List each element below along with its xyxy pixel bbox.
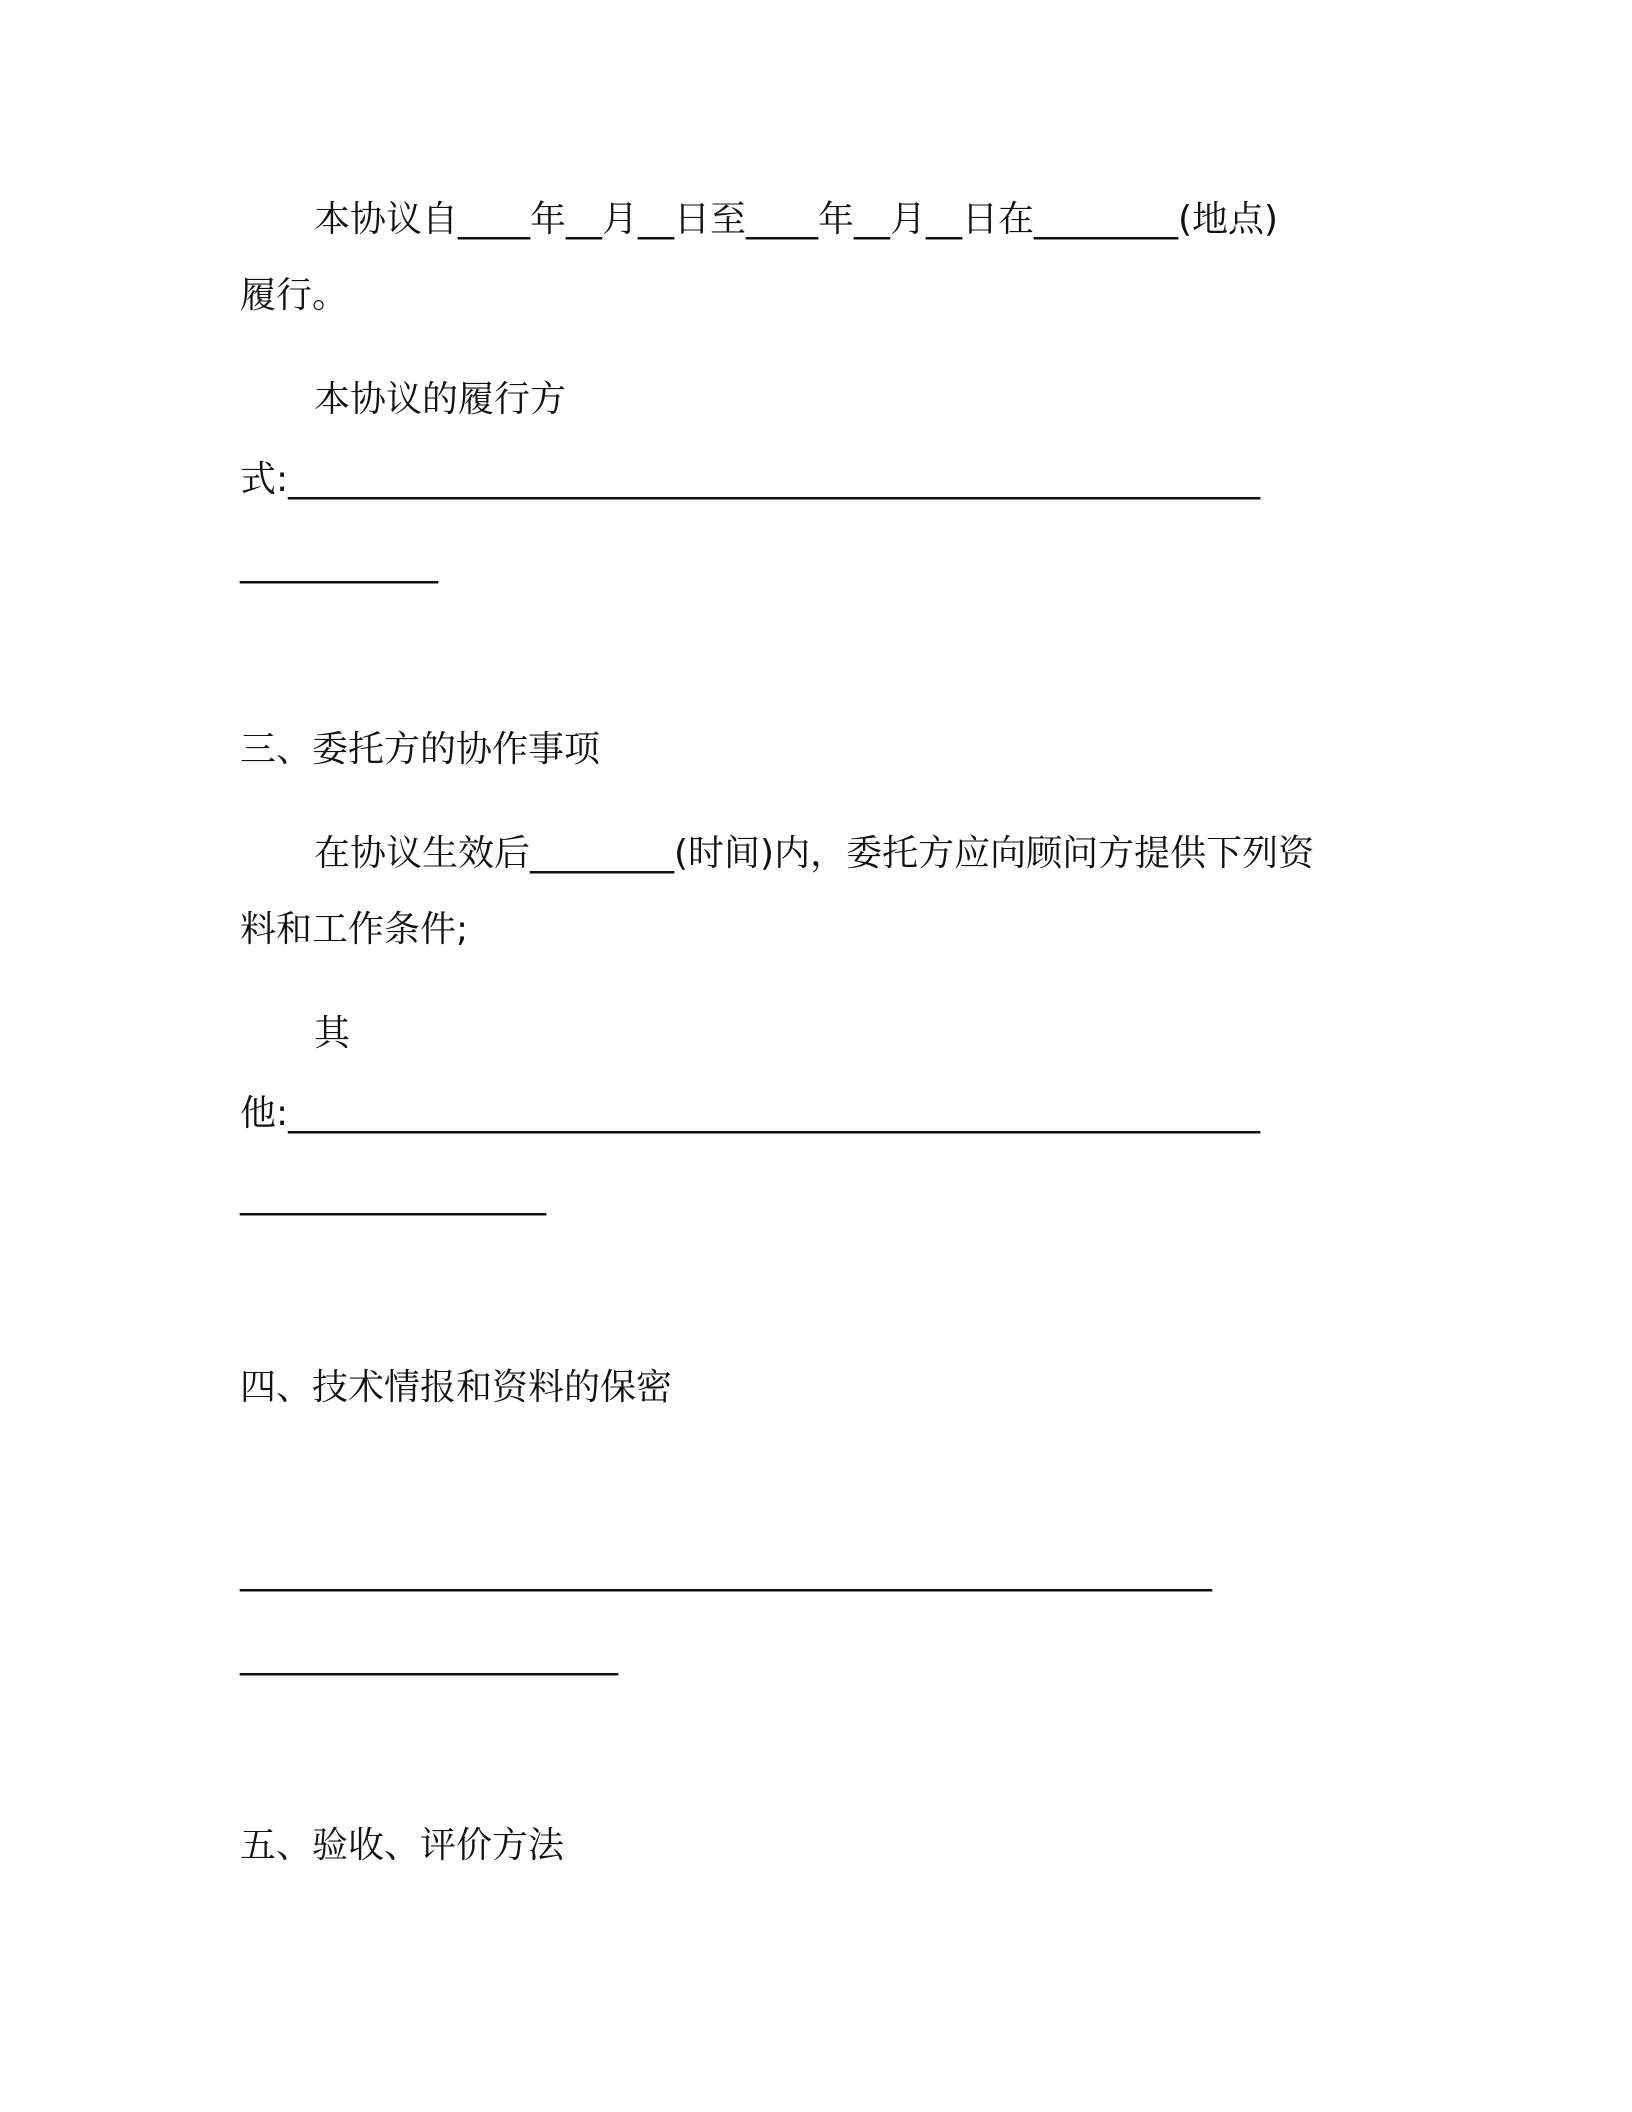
- section-4-blank-line1: ______________________________________________________: [240, 1551, 1212, 1592]
- section-3-heading: 三、委托方的协作事项: [240, 729, 601, 770]
- section-3-para2-line3: _________________: [240, 1175, 546, 1216]
- paragraph-method-line1: 本协议的履行方: [314, 379, 567, 420]
- section-3-para1-line1: 在协议生效后________(时间)内，委托方应向顾问方提供下列资: [314, 833, 1315, 874]
- section-3-para2-line1: 其: [314, 1013, 351, 1054]
- paragraph-method-line2: 式:______________________________________________________: [240, 459, 1261, 500]
- section-3-para1-line2: 料和工作条件;: [240, 909, 469, 950]
- paragraph-term-line2: 履行。: [240, 275, 349, 316]
- section-4-heading: 四、技术情报和资料的保密: [240, 1367, 673, 1408]
- section-4-blank-line2: _____________________: [240, 1635, 618, 1676]
- paragraph-method-line3: ___________: [240, 543, 438, 584]
- section-5-heading: 五、验收、评价方法: [240, 1825, 565, 1866]
- paragraph-term-line1: 本协议自____年__月__日至____年__月__日在________(地点): [314, 199, 1279, 240]
- section-3-para2-line2: 他:______________________________________________________: [240, 1093, 1261, 1134]
